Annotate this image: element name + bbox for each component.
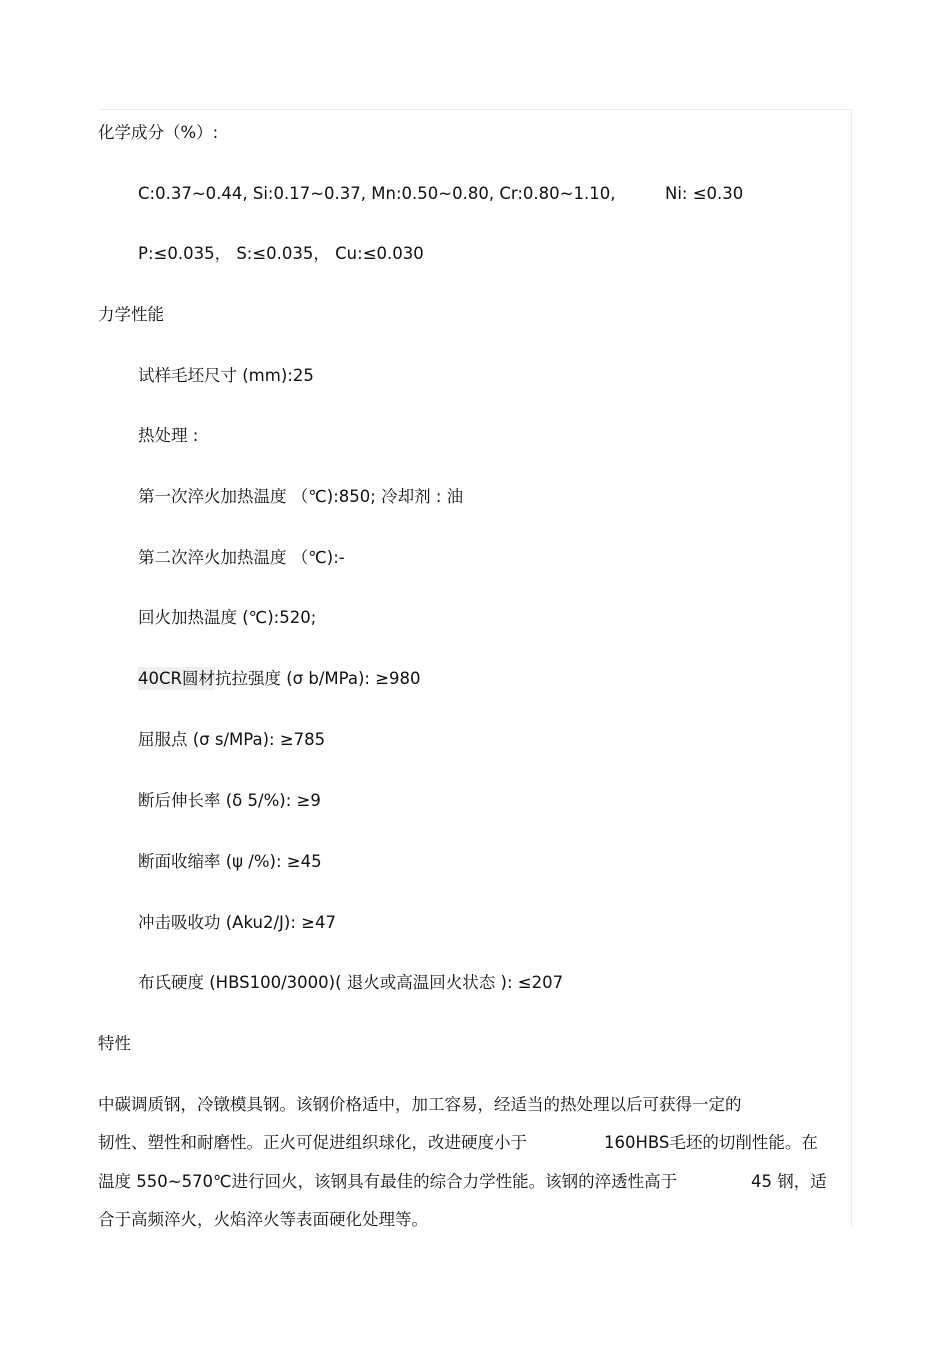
features-para-line-4: 合于高频淬火，火焰淬火等表面硬化处理等。 — [98, 1210, 428, 1229]
chem-line-2: P:≤0.035， S:≤0.035， Cu:≤0.030 — [138, 244, 424, 263]
yield-point: 屈服点 (σ s/MPa): ≥785 — [138, 730, 326, 749]
features-para-line-2b: 160HBS毛坯的切削性能。在 — [604, 1133, 818, 1152]
features-para-line-3: 温度 550~570℃进行回火，该钢具有最佳的综合力学性能。该钢的淬透性高于 — [98, 1172, 678, 1191]
tensile-strength — [138, 669, 421, 689]
tensile-text: 抗拉强度 (σ b/MPa): ≥980 — [214, 669, 421, 688]
elongation: 断后伸长率 (δ 5/%): ≥9 — [138, 791, 321, 810]
chem-heading: 化学成分（%）: — [98, 123, 219, 142]
features-para-line-2 — [98, 1133, 527, 1153]
sample-size: 试样毛坯尺寸 (mm):25 — [138, 366, 314, 385]
impact-energy: 冲击吸收功 (Aku2/J): ≥47 — [138, 913, 336, 932]
chem-line-1: C:0.37~0.44, Si:0.17~0.37, Mn:0.50~0.80, Cr:0.80~1.10, — [138, 184, 616, 203]
chem-line-1-ni: Ni: ≤0.30 — [665, 184, 744, 203]
mech-heading: 力学性能 — [98, 305, 164, 324]
quench-1: 第一次淬火加热温度 （℃):850; 冷却剂 : 油 — [138, 487, 464, 506]
features-para-line-1: 中碳调质钢，冷镦模具钢。该钢价格适中，加工容易，经适当的热处理以后可获得一定的 — [98, 1095, 742, 1114]
brinell-hardness: 布氏硬度 (HBS100/3000)( 退火或高温回火状态 ): ≤207 — [138, 973, 564, 992]
features-heading: 特性 — [98, 1034, 131, 1053]
features-para-line-2a: 韧性、塑性和耐磨性。正火可促进组织球化，改进硬度小于 — [98, 1133, 527, 1152]
quench-2: 第二次淬火加热温度 （℃):- — [138, 548, 345, 567]
temper-temp: 回火加热温度 (℃):520; — [138, 608, 317, 627]
heat-treatment: 热处理 : — [138, 426, 199, 445]
highlight-40cr: 40CR圆材 — [138, 669, 215, 688]
reduction-of-area: 断面收缩率 (ψ /%): ≥45 — [138, 852, 322, 871]
top-border — [98, 109, 851, 110]
right-border — [851, 109, 852, 1227]
features-para-line-3b: 45 钢，适 — [751, 1172, 827, 1191]
